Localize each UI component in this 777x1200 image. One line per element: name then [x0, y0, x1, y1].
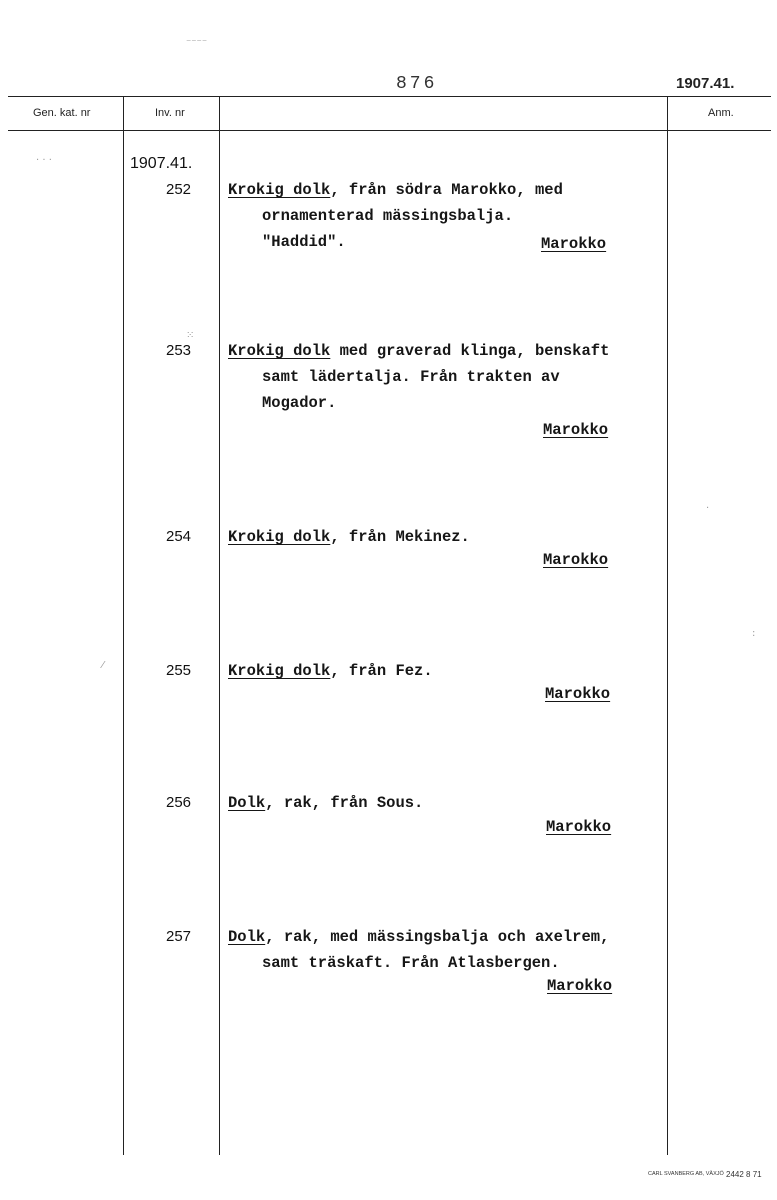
inventory-number: 257: [166, 928, 192, 945]
entry-title: Krokig dolk: [228, 662, 331, 680]
column-divider: [123, 97, 124, 1155]
entry-title: Dolk: [228, 928, 266, 946]
printer-imprint: CARL SVANBERG AB, VÄXJÖ: [648, 1171, 724, 1177]
entry-description: [228, 658, 433, 684]
column-divider: [219, 97, 220, 1155]
entry-title: Krokig dolk: [228, 528, 331, 546]
entry-title: Krokig dolk: [228, 342, 331, 360]
entry-description: [228, 177, 563, 255]
entry-place: Marokko: [541, 235, 607, 253]
entry-description: [228, 524, 470, 550]
column-header-inv-nr: Inv. nr: [155, 107, 185, 119]
paper-speck: .: [706, 500, 710, 511]
inventory-number: 255: [166, 662, 192, 679]
inventory-number: 256: [166, 794, 192, 811]
entry-text: , rak, från Sous.: [265, 794, 424, 812]
page-accession-number: 1907.41.: [676, 75, 735, 92]
inventory-number: 254: [166, 528, 192, 545]
entry-text: , rak, med mässingsbalja och axelrem,: [265, 928, 610, 946]
inventory-number: 252: [166, 181, 192, 198]
entry-text: , från södra Marokko, med: [330, 181, 563, 199]
entry-text: , från Mekinez.: [330, 528, 470, 546]
form-code: 2442 8 71: [726, 1170, 762, 1179]
entry-description: [228, 338, 609, 416]
column-header-anm: Anm.: [708, 107, 734, 119]
entry-description: [228, 924, 609, 976]
entry-place: Marokko: [543, 551, 609, 569]
entry-title: Dolk: [228, 794, 266, 812]
entry-continuation: samt träskaft. Från Atlasbergen.: [262, 954, 560, 972]
inventory-number: 253: [166, 342, 192, 359]
paper-speck: . . .: [36, 152, 52, 163]
entry-place: Marokko: [547, 977, 613, 995]
entry-continuation: Mogador.: [262, 394, 337, 412]
entry-place: Marokko: [545, 685, 611, 703]
paper-speck: ⁄: [102, 660, 104, 671]
page-number: 876: [396, 74, 438, 94]
entry-continuation: ornamenterad mässingsbalja.: [262, 207, 514, 225]
accession-group-label: 1907.41.: [130, 155, 193, 172]
entry-title: Krokig dolk: [228, 181, 331, 199]
entry-text: , från Fez.: [330, 662, 433, 680]
entry-continuation: samt lädertalja. Från trakten av: [262, 368, 560, 386]
entry-continuation: "Haddid".: [262, 233, 346, 251]
paper-speck: ⁙: [186, 330, 195, 341]
column-divider: [667, 97, 668, 1155]
paper-speck: :: [752, 628, 756, 639]
entry-description: [228, 790, 423, 816]
entry-text: med graverad klinga, benskaft: [330, 342, 610, 360]
entry-place: Marokko: [543, 421, 609, 439]
column-header-gen-kat-nr: Gen. kat. nr: [33, 107, 91, 119]
entry-place: Marokko: [546, 818, 612, 836]
paper-speck: ⁻⁻⁻⁻: [186, 38, 208, 49]
